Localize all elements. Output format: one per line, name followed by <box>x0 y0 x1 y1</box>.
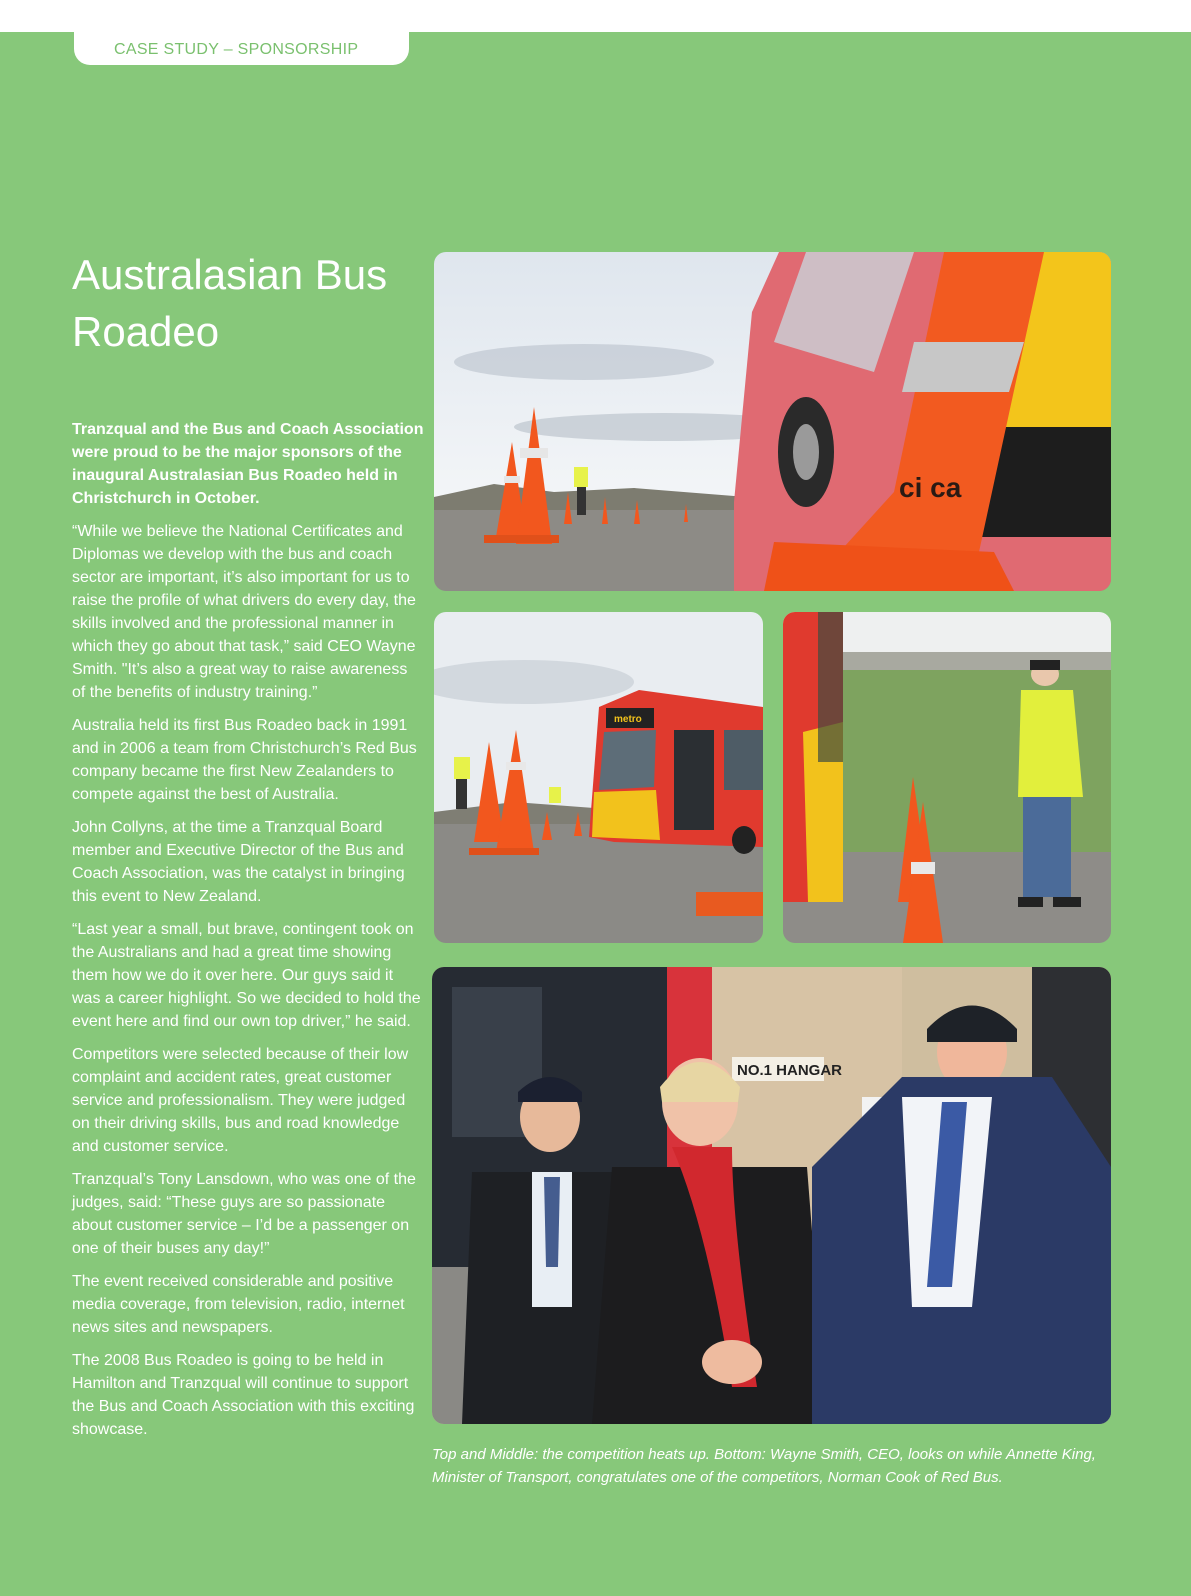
article-paragraph: Competitors were selected because of their low complaint and accident rates, great customer service and professionalism. They were judged on their driving skills, bus and road knowledge and customer service. <box>72 1046 409 1155</box>
section-tab-label: CASE STUDY – SPONSORSHIP <box>114 41 359 58</box>
article-paragraph: “While we believe the National Certificates and Diplomas we develop with the bus and coach sector are important, it’s also important for us to raise the profile of what drivers do every day, the skills involved and the professional manner in which they go about that task,” said CEO Wayne Smith. "It’s also a great way to raise awareness of the benefits of industry training.” <box>72 523 416 701</box>
article-paragraph: Tranzqual’s Tony Lansdown, who was one of the judges, said: “These guys are so passionate about customer service – I’d be a passenger on one of their buses any day!” <box>72 1171 416 1257</box>
article-paragraph: The event received considerable and positive media coverage, from television, radio, internet news sites and newspapers. <box>72 1273 405 1336</box>
hangar-sign: NO.1 HANGAR <box>737 1062 843 1079</box>
section-tab <box>74 25 409 65</box>
photo-bus-course <box>434 612 763 943</box>
article-paragraph: John Collyns, at the time a Tranzqual Board member and Executive Director of the Bus and Coach Association, was the catalyst in bringing this event to New Zealand. <box>72 819 405 905</box>
article-body <box>72 418 424 1451</box>
article-title: Australasian Bus Roadeo <box>72 251 388 355</box>
photo-judge-cones <box>783 612 1111 943</box>
article-paragraph: The 2008 Bus Roadeo is going to be held in Hamilton and Tranzqual will continue to support the Bus and Coach Association with this exciting showcase. <box>72 1352 415 1438</box>
article-paragraph: “Last year a small, but brave, contingent took on the Australians and had a great time showing them how we do it over here. Our guys said it was a career highlight. So we decided to hold the event here and find our own top driver,” he said. <box>72 921 421 1030</box>
article-lead-paragraph: Tranzqual and the Bus and Coach Association were proud to be the major sponsors of the inaugural Australasian Bus Roadeo held in Christchurch in October. <box>72 421 424 507</box>
photo-handshake <box>432 967 1111 1424</box>
bus-cone-logo: ci ca <box>899 472 962 503</box>
photo-bus-cone-closeup <box>434 252 1111 591</box>
photo-caption: Top and Middle: the competition heats up. Bottom: Wayne Smith, CEO, looks on while Annette King, Minister of Transport, congratulates one of the competitors, Norman Cook of Red Bus. <box>432 1446 1096 1486</box>
bus-destination-sign: metro <box>614 714 642 725</box>
article-paragraph: Australia held its first Bus Roadeo back in 1991 and in 2006 a team from Christchurch’s Red Bus company became the first New Zealanders to compete against the best of Australia. <box>72 717 417 803</box>
